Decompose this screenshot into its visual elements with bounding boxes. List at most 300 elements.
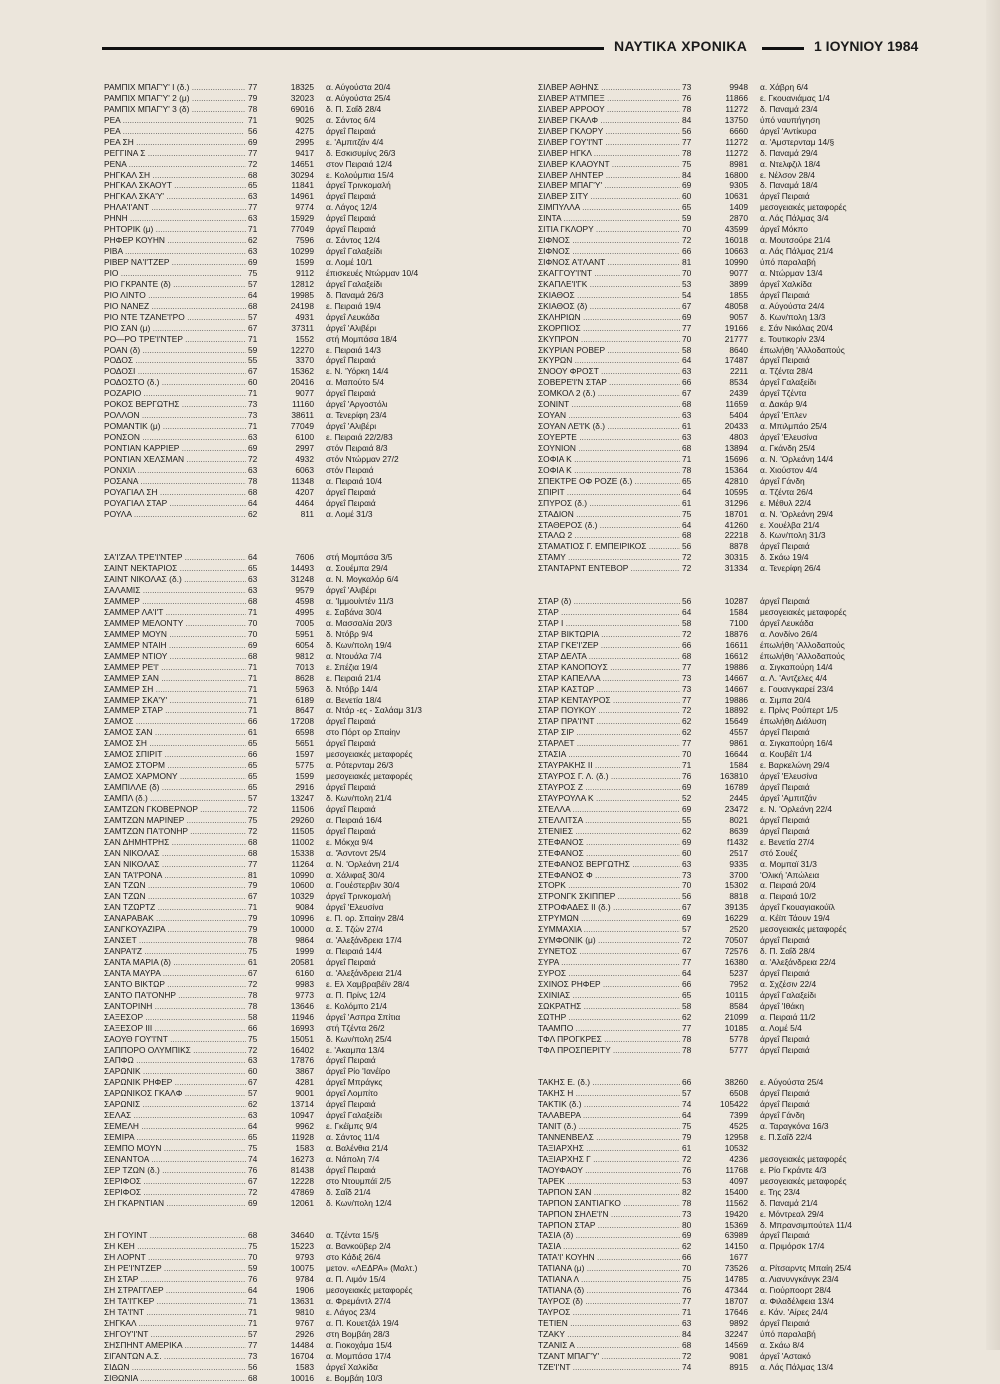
ship-status: άργεΐ Τζέντα [760,388,807,399]
ship-row [104,290,500,301]
ship-status: α. Φρεμάντλ 27/4 [326,1296,391,1307]
ship-name: ΡΕΑ ..... [104,126,246,137]
build-year: 81 [682,257,692,267]
gross-tonnage: 10600 [290,880,314,891]
build-year: 71 [248,224,258,235]
ship-status: α. 'Αλεξάνδρεια 22/4 [760,957,836,967]
build-year: 66 [248,749,258,760]
build-year: 71 [248,672,258,683]
ship-name: ΣΙΛΒΕΡ ΑΘΗΝΣ ..... [538,82,680,93]
gross-tonnage: 9579 [295,585,314,596]
gross-tonnage: 19886 [724,661,748,672]
ship-status: α. Αύγούστα 24/4 [760,300,825,311]
build-year: 65 [248,1132,258,1142]
ship-name: ΣΑΜΜΕΡ ..... [104,596,246,607]
ship-status: δ. Παναμά 23/4 [760,103,818,114]
ship-name: ΣΑΝΤΟ ΒΙΚΤΩΡ ..... [104,979,246,990]
ship-status: α. Λομέ 10/1 [326,257,373,267]
ship-name: ΣΑΡΩΝΙΚΟΣ ΓΚΑΛΦ ..... [104,1088,246,1099]
gross-tonnage: 31248 [290,574,314,585]
ship-row [104,979,500,990]
ship-status: άργεΐ Πειραιά [326,803,376,814]
ship-status: ε. Ελ Χαμβραβέϊν 28/4 [326,978,410,989]
build-year: 76 [682,771,692,782]
ship-row [104,891,500,902]
build-year: 64 [682,486,692,497]
ship-row [538,793,934,804]
build-year: 68 [248,300,258,311]
ship-row [538,268,934,279]
ship-row [538,859,934,870]
gross-tonnage: 18701 [724,508,748,519]
ship-name: ΣΕΛΑΣ ..... [104,1110,246,1121]
ship-row [104,498,500,509]
ship-name: ΣΙΛΒΕΡ ΑΡΡΟΟΥ ..... [538,104,680,115]
build-year: 71 [248,333,258,344]
ship-row [538,1318,934,1329]
ship-row [538,1329,934,1340]
ship-name: ΣΙΔΩΝ ..... [104,1362,246,1373]
ship-name: ΤΑΣΙΑ (δ) ..... [538,1230,680,1241]
build-year: 78 [682,464,692,475]
ship-status: άργεΐ 'Ελευσίνα [760,771,818,782]
ship-name: ΣΗ ΤΑ'Ι'ΓΚΕΡ ..... [104,1296,246,1307]
build-year: 69 [682,1230,692,1241]
gross-tonnage: 5951 [295,628,314,639]
build-year: 66 [682,377,692,388]
build-year: 67 [248,967,258,978]
ship-status: μεσογειακές μεταφορές [760,202,847,213]
gross-tonnage: 8584 [729,1000,748,1011]
ship-row [104,1099,500,1110]
gross-tonnage: 9084 [295,902,314,913]
ship-status: άργεΐ Πειραιά [760,1317,810,1328]
ship-name: ΣΤΟΡΚ ..... [538,880,680,891]
ship-row [538,1154,934,1165]
ship-status: άργεΐ Πειραιά [760,1033,810,1044]
ship-status: ε. Π. ορ. Σπαίην 28/4 [326,913,404,924]
ship-row [104,509,500,520]
ship-name: ΣΕΜΠΟ ΜΟΥΝ ..... [104,1143,246,1154]
ship-name: ΣΤΑΡ ΚΑΠΕΛΛΑ ..... [538,673,680,684]
ship-name: ΡΙΟ ΓΚΡΑΝΤΕ (δ) ..... [104,279,246,290]
ship-name: ΤΑΤΙΑΝΑ (δ) ..... [538,1285,680,1296]
ship-status: άργεΐ Γαλαξείδι [326,246,382,257]
ship-name: ΣΤΑΡ ΓΚΕ'Ι'ΖΕΡ ..... [538,640,680,651]
build-year: 70 [682,224,692,235]
build-year: 56 [682,541,692,552]
gross-tonnage: 1584 [729,760,748,771]
ship-row [538,957,934,968]
ship-row [104,170,500,181]
ship-name: ΣΤΑΡ ..... [538,607,680,618]
build-year: 67 [248,1077,258,1088]
gross-tonnage: 8639 [729,825,748,836]
ship-row [104,727,500,738]
gross-tonnage: 4525 [729,1121,748,1132]
gross-tonnage: 1855 [729,289,748,300]
gross-tonnage: 12270 [290,344,314,355]
build-year: 76 [682,1285,692,1296]
ship-name: ΣΙΓΑΝΤΩΝ Α.Σ. ..... [104,1351,246,1362]
ship-row [538,1034,934,1045]
gross-tonnage: 81438 [290,1164,314,1175]
ship-status: δ. Ντόβρ 14/4 [326,683,378,694]
gross-tonnage: 19166 [724,322,748,333]
gross-tonnage: 48058 [724,300,748,311]
ship-row [538,1187,934,1198]
ship-status: άργεΐ Πειραιά [760,1099,810,1110]
build-year: 75 [248,814,258,825]
ship-name: ΤΑΣΙΑ ..... [538,1241,680,1252]
ship-row [104,301,500,312]
gross-tonnage: 18876 [724,628,748,639]
gross-tonnage: 4598 [295,596,314,607]
build-year: 73 [682,1208,692,1219]
ship-row [104,990,500,1001]
ship-row [104,1307,500,1318]
gross-tonnage: 10075 [290,1263,314,1274]
ship-name: ΣΑΜΟΣ ..... [104,716,246,727]
ship-status: α. Σχζέσιν 22/4 [760,978,817,989]
ship-row [538,946,934,957]
ship-name: ΣΤΑΥΡΑΚΗΣ ΙΙ ..... [538,760,680,771]
build-year: 63 [248,585,258,596]
build-year: 66 [682,246,692,257]
ship-name: ΡΑΜΠΙΧ ΜΠΑΓ'Υ' 2 (μ) ..... [104,93,246,104]
ship-row [104,224,500,235]
ship-name: ΣΚΥΡΙΑΝ ΡΟΒΕΡ ..... [538,345,680,356]
build-year: 72 [248,158,258,169]
build-year: 60 [248,1066,258,1077]
ship-name: ΡΕΑ ΣΗ ..... [104,137,246,148]
gross-tonnage: 7005 [295,617,314,628]
ship-status: ε. Μόντρεαλ 29/4 [760,1208,824,1219]
ship-name: ΣΥΡΑ ..... [538,957,680,968]
ship-status: α. Μπιλμπάο 25/4 [760,421,827,432]
ship-status: ε. Σπέζια 19/4 [326,661,378,672]
ship-name: ΡΑΜΠΙΧ ΜΠΑΓ'Υ' 3 (δ) ..... [104,104,246,115]
ship-status: άργεΐ Πειραιά [760,355,810,366]
build-year: 58 [682,617,692,628]
ship-row [538,1088,934,1099]
ship-name: ΡΟΛΛΟΝ ..... [104,410,246,421]
build-year: 60 [682,191,692,202]
ship-status: άργεΐ Πειραιά [760,967,810,978]
build-year: 69 [682,803,692,814]
gross-tonnage: 4275 [295,125,314,136]
ship-row [104,640,500,651]
ship-status: άργεΐ Πειραιά [326,825,376,836]
gross-tonnage: 1599 [295,771,314,782]
ship-row [538,1023,934,1034]
ship-name: ΣΙΛΒΕΡ ΓΚΛΟΡΥ ..... [538,126,680,137]
build-year: 78 [682,1197,692,1208]
ship-name: ΤΖΑΚΥ ..... [538,1329,680,1340]
build-year: 81 [248,869,258,880]
ship-row [104,585,500,596]
header-rule-left [102,47,604,50]
gross-tonnage: 1409 [729,202,748,213]
ship-status: ε. Κολόμπο 21/4 [326,1000,387,1011]
ship-row [104,804,500,815]
build-year: 69 [682,913,692,924]
ship-status: άργεΐ Πειραιά [760,825,810,836]
build-year: 63 [248,432,258,442]
ship-name: ΣΙΛΒΕΡ ΣΙΤΥ ..... [538,191,680,202]
gross-tonnage: 9784 [295,1274,314,1285]
ship-status: δ. Παναμά 18/4 [760,180,818,191]
ship-status: άργεΐ 'Ελευσίνα [326,902,384,913]
ship-status: δ. Παναμά 29/4 [760,147,818,158]
ship-status: άργεΐ Πειραιά [760,289,810,300]
build-year: 74 [248,1153,258,1164]
ship-status: άργεΐ Λομπίτο [326,1088,378,1099]
build-year: 67 [248,1175,258,1186]
ship-row [538,913,934,924]
ship-name: ΣΑΜΜΕΡ ΣΑΝ ..... [104,673,246,684]
ship-status: ε. Γουανγκαρεί 23/4 [760,683,834,694]
gross-tonnage: 5404 [729,410,748,421]
ship-status: μετον. «ΛΕΔΡΑ» (Μαλτ.) [326,1263,418,1274]
ship-status: α. Λ. 'Αντζελες 4/4 [760,672,828,683]
build-year: 69 [682,180,692,191]
gross-tonnage: 30315 [724,552,748,563]
ship-status: άργεΐ Πειραιά [760,727,810,738]
ship-name: ΡΙΟ ΛΙΝΤΟ ..... [104,290,246,301]
build-year: 75 [682,1121,692,1132]
ship-name: ΣΑΝ ΝΙΚΟΛΑΣ ..... [104,859,246,870]
gross-tonnage: 11506 [291,803,314,814]
ship-name: ΣΟΝΙΝΤ ..... [538,399,680,410]
ship-status: άργεΐ Πειραιά [326,355,376,366]
ship-row [104,148,500,159]
ship-row [538,662,934,673]
ship-status: α. Μουτσούρε 21/4 [760,235,831,246]
ship-name: ΡΟΣΑΝΑ ..... [104,476,246,487]
ship-name: ΣΤΑΡ Ι ..... [538,618,680,629]
ship-row [104,695,500,706]
ship-status: ε. Τουτικορίν 23/4 [760,333,826,344]
build-year: 68 [248,847,258,858]
ship-status: ύπό παραλαβή [760,1328,816,1339]
build-year: 77 [682,957,692,967]
ship-row [104,738,500,749]
ship-name: ΣΤΑΛΩ 2 ..... [538,530,680,541]
ship-name: ΣΤΕΛΛΑ ..... [538,804,680,815]
ship-status: άργεΐ Πειραιά [760,191,810,202]
ship-row [538,126,934,137]
gross-tonnage: 13714 [290,1099,314,1110]
ship-name: ΡΟΜΑΝΤΙΚ (μ) ..... [104,421,246,432]
section-gap [104,541,500,552]
ship-status: α. Δακάρ 9/4 [760,399,808,410]
ship-row [104,880,500,891]
ship-row [104,552,500,563]
ship-row [538,870,934,881]
ship-status: α. Π. Πρίνς 12/4 [326,989,386,1000]
build-year: 65 [248,771,258,782]
ship-row [538,159,934,170]
build-year: 71 [682,1307,692,1317]
ship-row [538,804,934,815]
ship-name: ΣΚΟΡΠΙΟΣ ..... [538,323,680,334]
build-year: 77 [682,694,692,705]
ship-name: ΣΤΑΡ ΠΟΥΚΟΥ ..... [538,705,680,716]
ship-status: α. Ταραγκόνα 16/3 [760,1121,829,1132]
build-year: 59 [682,213,692,224]
ship-status: α. Μομπαϊ 31/3 [760,858,817,869]
ship-status: α. Ντάρ -ες - Σαλάαμ 31/3 [326,705,422,716]
build-year: 67 [248,891,258,902]
ship-row [104,618,500,629]
ship-status: α. Λάς Πάλμας 3/4 [760,213,829,224]
gross-tonnage: 15364 [724,464,748,475]
ship-row [104,1252,500,1263]
gross-tonnage: 15302 [724,880,748,891]
ship-row [538,749,934,760]
ship-row [538,1209,934,1220]
ship-name: ΣΑΛΑΜΙΣ ..... [104,585,246,596]
gross-tonnage: 15649 [724,716,748,727]
ship-row [538,1340,934,1351]
ship-name: ΣΑΜΜΕΡ ΣΗ ..... [104,684,246,695]
build-year: 63 [682,432,692,442]
gross-tonnage: 4097 [729,1175,748,1186]
build-year: 57 [248,1328,258,1339]
ship-status: έπωλήθη 'Αλλοδαπούς [760,344,845,355]
build-year: 68 [682,399,692,410]
build-year: 68 [248,650,258,661]
ship-row [538,640,934,651]
ship-row [538,1110,934,1121]
ship-name: ΤΦΛ ΠΡΟΣΠΕΡΙΤΥ ..... [538,1045,680,1056]
ship-status: άργεΐ Γκουαγιακούϊλ [760,902,835,913]
ship-name: ΣΑΟΥΘ ΓΟΥ'Ι'ΝΤ ..... [104,1034,246,1045]
ship-row [104,662,500,673]
gross-tonnage: 7013 [295,661,314,672]
ship-row [538,191,934,202]
gross-tonnage: 14493 [290,563,314,574]
gross-tonnage: 11562 [725,1197,748,1208]
build-year: 65 [682,202,692,213]
ship-status: ε. 'Αμπιτζάν 4/4 [326,136,384,147]
gross-tonnage: 7100 [729,617,748,628]
ship-row [104,1329,500,1340]
ship-name: ΣΥΜΜΑΧΙΑ ..... [538,924,680,935]
ship-name: ΡΟΝΤΙΑΝ ΧΕΛΣΜΑΝ ..... [104,454,246,465]
gross-tonnage: 42810 [724,475,748,486]
build-year: 79 [248,92,258,103]
build-year: 61 [248,727,258,738]
ship-row [104,345,500,356]
ship-row [538,498,934,509]
ship-name: ΣΑΝΤΑ ΜΑΥΡΑ ..... [104,968,246,979]
ship-row [104,410,500,421]
ship-row [104,202,500,213]
ship-row [538,1012,934,1023]
ship-status: στόν Πειραιά [326,464,374,475]
ship-name: ΣΤΑΥΡΟΥΛΑ Κ ..... [538,793,680,804]
ship-name: ΡΟΖΑΡΙΟ ..... [104,388,246,399]
build-year: 79 [682,1132,692,1142]
ship-row [538,782,934,793]
gross-tonnage: 11272 [725,136,748,147]
gross-tonnage: 11272 [725,103,748,114]
gross-tonnage: 15362 [290,366,314,377]
ship-row [104,1012,500,1023]
gross-tonnage: 19420 [724,1208,748,1219]
ship-name: ΣΑΙΝΤ ΝΕΚΤΑΡΙΟΣ ..... [104,563,246,574]
ship-row [104,1340,500,1351]
build-year: 56 [682,596,692,607]
build-year: 71 [248,388,258,399]
ship-name: ΣΕΜΕΛΗ ..... [104,1121,246,1132]
ship-name: ΡΗΝΗ ..... [104,213,246,224]
build-year: 80 [682,1219,692,1230]
ship-name: ΤΑΤΙΑΝΑ Λ ..... [538,1274,680,1285]
ship-row [104,574,500,585]
ship-name: ΡΙΟ ..... [104,268,246,279]
ship-row [538,552,934,563]
ship-row [538,880,934,891]
gross-tonnage: 4281 [295,1077,314,1088]
ship-row [104,126,500,137]
gross-tonnage: 7952 [729,978,748,989]
build-year: 68 [682,530,692,541]
ship-status: άργεΐ 'Αλιβέρι [326,322,377,333]
ship-row [538,399,934,410]
build-year: 65 [248,563,258,574]
ship-row [538,355,934,366]
gross-tonnage: 4931 [295,311,314,322]
ship-name: ΤΑΡΠΟΝ ΣΑΝ ..... [538,1187,680,1198]
gross-tonnage: 9081 [729,1350,748,1361]
ship-name: ΤΑΡΕΚ ..... [538,1176,680,1187]
gross-tonnage: 4464 [295,497,314,508]
ship-row [104,180,500,191]
ship-status: άργεΐ Πειραιά [760,782,810,792]
ship-status: α. Σιμπα 20/4 [760,694,811,705]
ship-row [538,596,934,607]
gross-tonnage: 1552 [295,333,314,344]
build-year: 65 [248,760,258,771]
ship-row [538,443,934,454]
ship-row [104,1241,500,1252]
ship-name: ΣΑΝ ΝΙΚΟΛΑΣ ..... [104,848,246,859]
ship-row [104,705,500,716]
ship-row [538,1230,934,1241]
gross-tonnage: 2916 [295,782,314,792]
gross-tonnage: 8915 [729,1361,748,1372]
gross-tonnage: 39135 [724,902,748,913]
ship-status: δ. Κων/πολη 12/4 [326,1197,392,1208]
ship-status: μεσογειακές μεταφορές [326,1285,413,1296]
ship-name: ΡΕΝΑ ..... [104,159,246,170]
ship-row [104,1351,500,1362]
build-year: 59 [248,344,258,355]
ship-name: ΣΑΜΟΣ ΣΠΙΡΙΤ ..... [104,749,246,760]
build-year: 63 [248,574,258,585]
build-year: 78 [248,935,258,946]
gross-tonnage: 77049 [290,421,314,432]
ship-row [104,93,500,104]
build-year: 57 [682,1088,692,1099]
ship-row [538,541,934,552]
gross-tonnage: 8534 [729,377,748,388]
ship-name: ΣΚΑΓΓΟΥ'Ι'ΝΤ ..... [538,268,680,279]
gross-tonnage: 13894 [724,442,748,453]
